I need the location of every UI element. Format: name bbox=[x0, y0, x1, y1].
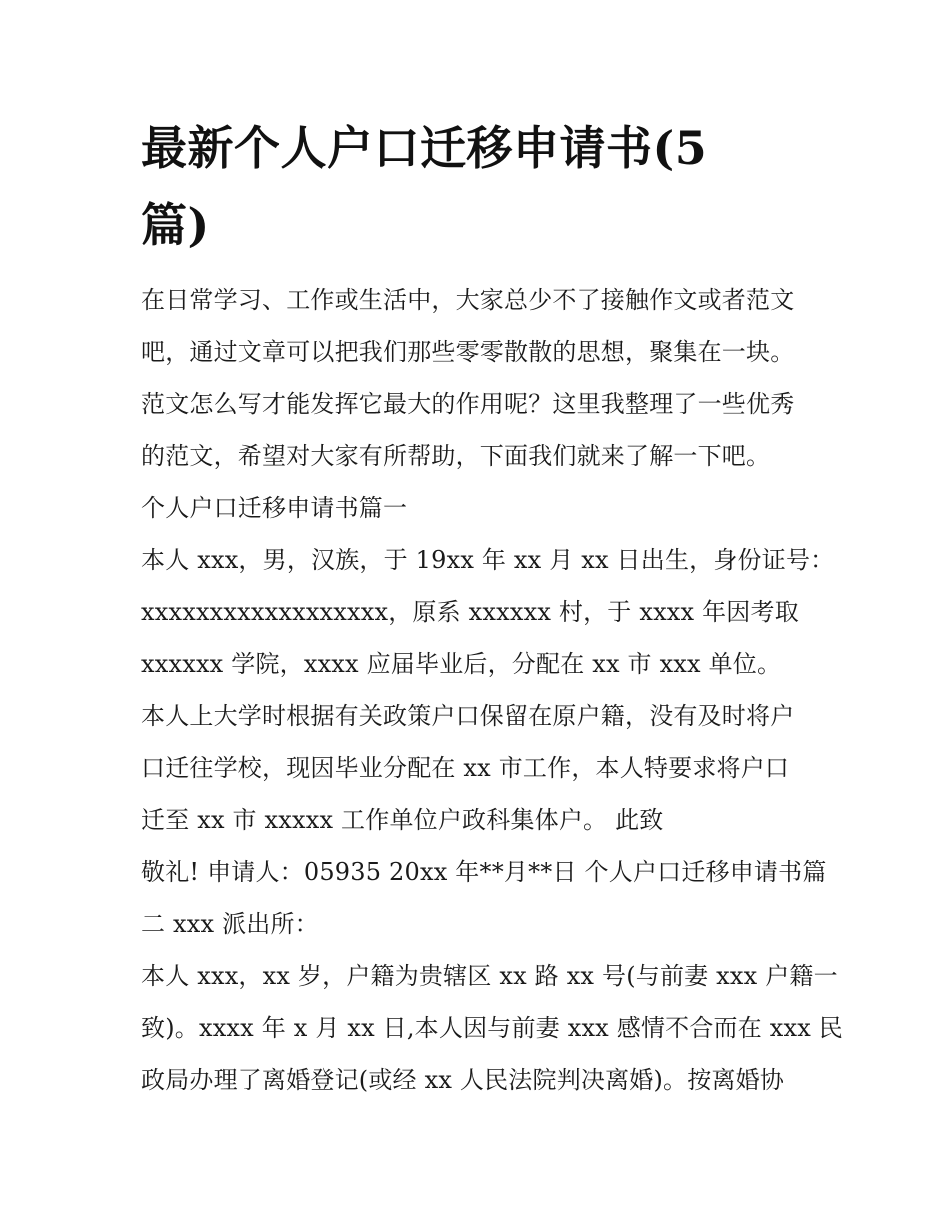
document-body bbox=[141, 274, 844, 1106]
title-line: 篇) bbox=[141, 198, 210, 252]
text-line: xxxxxx 学院，xxxx 应届毕业后，分配在 xx 市 xxx 单位。 bbox=[141, 650, 782, 678]
text-line: 本人 xxx，男，汉族，于 19xx 年 xx 月 xx 日出生，身份证号： bbox=[141, 546, 835, 574]
text-line: 迁至 xx 市 xxxxx 工作单位户政科集体户。 此致 bbox=[141, 806, 664, 834]
text-line: 吧，通过文章可以把我们那些零零散散的思想，聚集在一块。 bbox=[141, 338, 795, 366]
text-line: 致)。xxxx 年 x 月 xx 日,本人因与前妻 xxx 感情不合而在 xxx 民 bbox=[141, 1014, 844, 1042]
text-line: 的范文，希望对大家有所帮助，下面我们就来了解一下吧。 bbox=[141, 442, 771, 470]
title-line: 最新个人户口迁移申请书(5 bbox=[141, 121, 708, 175]
section-heading: 个人户口迁移申请书篇一 bbox=[141, 494, 408, 522]
text-line: 口迁往学校，现因毕业分配在 xx 市工作，本人特要求将户口 bbox=[141, 754, 790, 782]
text-line: 在日常学习、工作或生活中，大家总少不了接触作文或者范文 bbox=[141, 286, 795, 314]
text-line: 范文怎么写才能发挥它最大的作用呢？这里我整理了一些优秀 bbox=[141, 390, 795, 418]
text-line: 政局办理了离婚登记(或经 xx 人民法院判决离婚)。按离婚协 bbox=[141, 1066, 785, 1094]
text-line: 本人 xxx，xx 岁，户籍为贵辖区 xx 路 xx 号(与前妻 xxx 户籍一 bbox=[141, 962, 838, 990]
page-title bbox=[141, 110, 821, 264]
text-line: 二 xxx 派出所： bbox=[141, 910, 319, 938]
text-line: 本人上大学时根据有关政策户口保留在原户籍，没有及时将户 bbox=[141, 702, 795, 730]
text-line: 敬礼! 申请人：05935 20xx 年**月**日 个人户口迁移申请书篇 bbox=[141, 858, 827, 886]
text-line: xxxxxxxxxxxxxxxxxx，原系 xxxxxx 村，于 xxxx 年因考取 bbox=[141, 598, 799, 626]
